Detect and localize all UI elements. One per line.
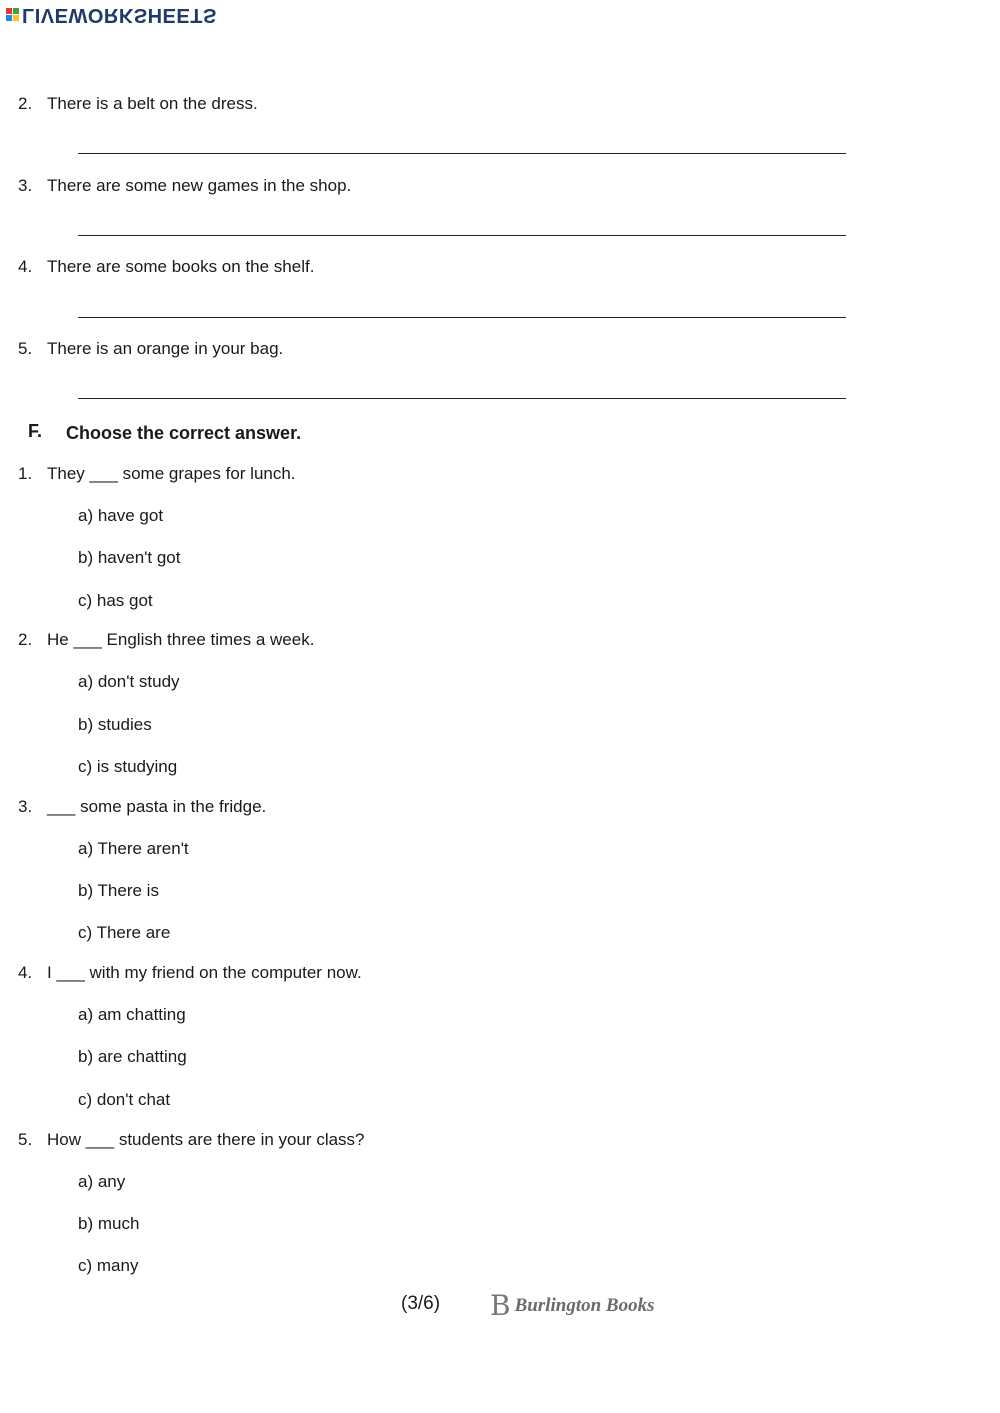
liveworksheets-logo bbox=[6, 2, 217, 26]
question-4 bbox=[18, 963, 362, 983]
logo-squares-icon bbox=[6, 8, 19, 21]
option-3a[interactable]: a) There aren't bbox=[78, 839, 189, 858]
logo-square-blue bbox=[6, 15, 12, 21]
option-4c[interactable]: c) don't chat bbox=[78, 1090, 171, 1109]
section-letter: F. bbox=[28, 421, 43, 441]
question-text: I ___ with my friend on the computer now. bbox=[47, 963, 362, 982]
item-text: There is an orange in your bag. bbox=[47, 339, 284, 358]
option-4a[interactable]: a) am chatting bbox=[78, 1005, 186, 1024]
logo-square-red bbox=[6, 8, 12, 14]
logo-text: LIVEWORKSHEETS bbox=[22, 3, 217, 26]
question-text: How ___ students are there in your class? bbox=[47, 1130, 365, 1149]
option-2a[interactable]: a) don't study bbox=[78, 672, 180, 691]
page-number: (3/6) bbox=[401, 1293, 441, 1314]
question-number: 2. bbox=[18, 630, 33, 649]
publisher-b-icon: B bbox=[490, 1289, 511, 1322]
answer-line-e3[interactable] bbox=[78, 235, 846, 236]
question-number: 3. bbox=[18, 797, 33, 816]
item-text: There is a belt on the dress. bbox=[47, 94, 258, 113]
question-text: ___ some pasta in the fridge. bbox=[47, 797, 267, 816]
section-instruction: Choose the correct answer. bbox=[66, 423, 302, 443]
option-1c[interactable]: c) has got bbox=[78, 591, 153, 610]
exercise-e-item-5 bbox=[18, 339, 283, 359]
question-number: 4. bbox=[18, 963, 33, 982]
exercise-e-item-3 bbox=[18, 176, 351, 196]
answer-line-e4[interactable] bbox=[78, 317, 846, 318]
option-4b[interactable]: b) are chatting bbox=[78, 1047, 187, 1066]
answer-line-e2[interactable] bbox=[78, 153, 846, 154]
question-2 bbox=[18, 630, 314, 650]
option-1b[interactable]: b) haven't got bbox=[78, 548, 181, 567]
item-number: 3. bbox=[18, 176, 33, 195]
exercise-e-item-2 bbox=[18, 94, 258, 114]
item-text: There are some books on the shelf. bbox=[47, 257, 315, 276]
option-2b[interactable]: b) studies bbox=[78, 715, 152, 734]
option-3c[interactable]: c) There are bbox=[78, 923, 171, 942]
publisher-name: Burlington Books bbox=[514, 1294, 655, 1316]
question-text: He ___ English three times a week. bbox=[47, 630, 315, 649]
logo-square-yellow bbox=[13, 15, 19, 21]
section-f-title bbox=[28, 423, 301, 444]
publisher-logo bbox=[490, 1289, 655, 1322]
logo-square-green bbox=[13, 8, 19, 14]
option-2c[interactable]: c) is studying bbox=[78, 757, 178, 776]
item-number: 2. bbox=[18, 94, 33, 113]
question-number: 5. bbox=[18, 1130, 33, 1149]
item-number: 5. bbox=[18, 339, 33, 358]
question-5 bbox=[18, 1130, 365, 1150]
answer-line-e5[interactable] bbox=[78, 398, 846, 399]
item-text: There are some new games in the shop. bbox=[47, 176, 352, 195]
question-1 bbox=[18, 464, 296, 484]
option-5c[interactable]: c) many bbox=[78, 1256, 139, 1275]
exercise-e-item-4 bbox=[18, 257, 314, 277]
option-5b[interactable]: b) much bbox=[78, 1214, 140, 1233]
question-text: They ___ some grapes for lunch. bbox=[47, 464, 296, 483]
option-5a[interactable]: a) any bbox=[78, 1172, 126, 1191]
item-number: 4. bbox=[18, 257, 33, 276]
question-number: 1. bbox=[18, 464, 33, 483]
option-1a[interactable]: a) have got bbox=[78, 506, 164, 525]
question-3 bbox=[18, 797, 266, 817]
option-3b[interactable]: b) There is bbox=[78, 881, 159, 900]
